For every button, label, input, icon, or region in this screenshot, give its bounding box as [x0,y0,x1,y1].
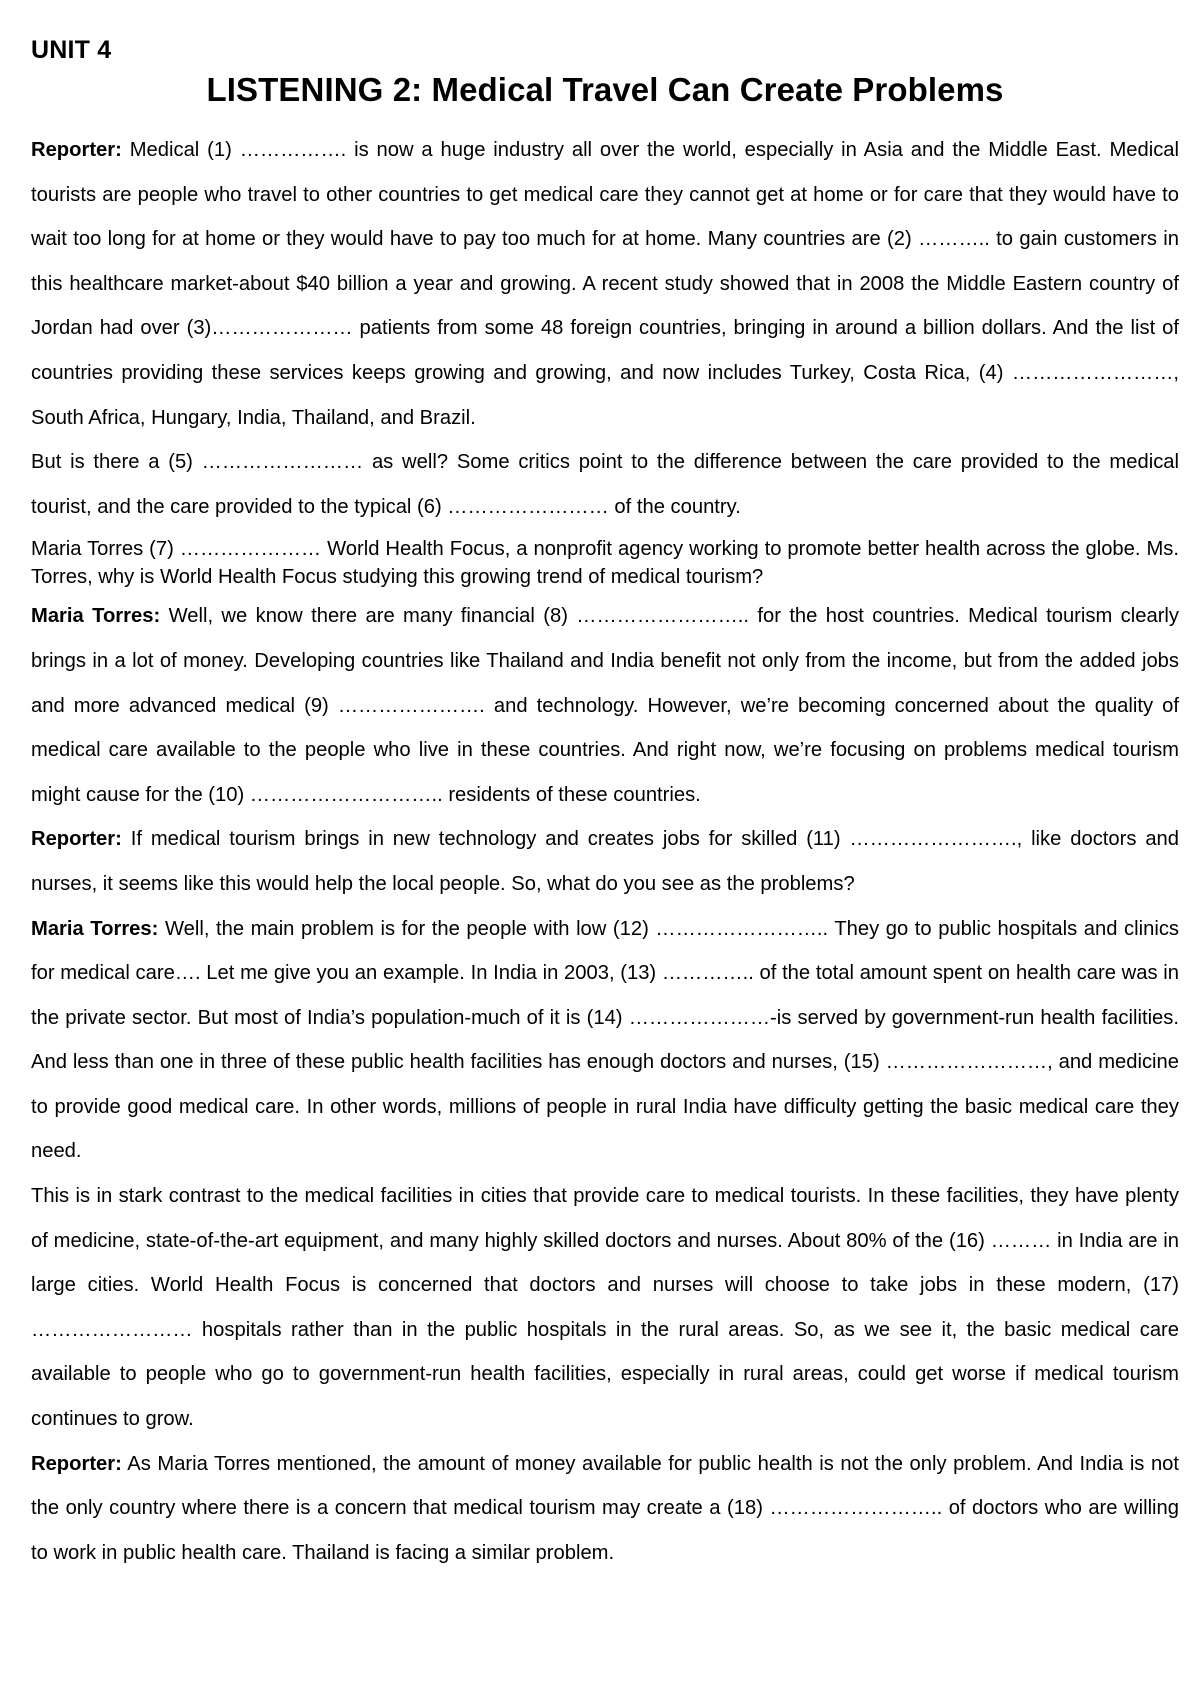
paragraph-text: If medical tourism brings in new technology and creates jobs for skilled (11) ……………………., like doctors and nurses, it seems like this would help the local people. So, what do you see as the problems? [31,828,1179,895]
speaker-label: Maria Torres: [31,605,161,628]
paragraph-text: But is there a (5) …………………… as well? Some critics point to the difference between the care provided to the medical tourist, and the care provided to the typical (6) …………………… of the country. [31,451,1179,518]
paragraph-text: Well, we know there are many financial (8) …………………….. for the host countries. Medical tourism clearly brings in a lot of money. Developing countries like Thailand and India benefit not only from the income, but from the added jobs and more advanced medical (9) …………………. and technology. However, we’re becoming concerned about the quality of medical care available to the people who live in these countries. And right now, we’re focusing on problems medical tourism might cause for the (10) ……………………….. residents of these countries. [31,605,1180,806]
paragraph-7 [31,1174,1179,1442]
paragraph-text: As Maria Torres mentioned, the amount of money available for public health is not the only problem. And India is not the only country where there is a concern that medical tourism may create a (18) …………………….. of doctors who are willing to work in public health care. Thailand is facing a similar problem. [31,1452,1180,1564]
speaker-label: Reporter: [31,139,122,161]
paragraph-4 [31,594,1179,817]
page-title: LISTENING 2: Medical Travel Can Create Problems [206,71,1004,108]
speaker-label: Reporter: [31,1452,122,1475]
speaker-label: Reporter: [31,828,122,851]
paragraph-text: Maria Torres (7) ………………… World Health Focus, a nonprofit agency working to promote better health across the globe. Ms. Torres, why is World Health Focus studying this growing trend of medical tourism? [31,538,1179,589]
paragraph-text: This is in stark contrast to the medical facilities in cities that provide care to medical tourists. In these facilities, they have plenty of medicine, state-of-the-art equipment, and many highly skilled doctors and nurses. About 80% of the (16) ……… in India are in large cities. World Health Focus is concerned that doctors and nurses will choose to take jobs in these modern, (17) …………………… hospitals rather than in the public hospitals in the rural areas. So, as we see it, the basic medical care available to people who go to government-run health facilities, especially in rural areas, could get worse if medical tourism continues to grow. [31,1185,1179,1431]
paragraph-2 [31,440,1179,529]
paragraph-text: Medical (1) ……………. is now a huge industry all over the world, especially in Asia and the Middle East. Medical tourists are people who travel to other countries to get medical care they cannot get at home or for care that they would have to wait too long for at home or they would have to pay too much for at home. Many countries are (2) ……….. to gain customers in this healthcare market-about $40 billion a year and growing. A recent study showed that in 2008 the Middle Eastern country of Jordan had over (3)………………… patients from some 48 foreign countries, bringing in around a billion dollars. And the list of countries providing these services keeps growing and growing, and now includes Turkey, Costa Rica, (4) ……………………, South Africa, Hungary, India, Thailand, and Brazil. [31,139,1180,429]
paragraph-6 [31,907,1179,1175]
paragraph-3 [31,529,1179,594]
unit-label: UNIT 4 [31,36,112,64]
paragraph-1 [31,128,1179,440]
paragraph-text: Well, the main problem is for the people with low (12) …………………….. They go to public hospitals and clinics for medical care…. Let me give you an example. In India in 2003, (13) ………….. of the total amount spent on health care was in the private sector. But most of India’s population-much of it is (14) …………………-is served by government-run health facilities. And less than one in three of these public health facilities has enough doctors and nurses, (15) ……………………, and medicine to provide good medical care. In other words, millions of people in rural India have difficulty getting the basic medical care they need. [31,917,1180,1163]
speaker-label: Maria Torres: [31,917,159,940]
paragraph-8 [31,1442,1179,1576]
paragraph-5 [31,817,1179,906]
